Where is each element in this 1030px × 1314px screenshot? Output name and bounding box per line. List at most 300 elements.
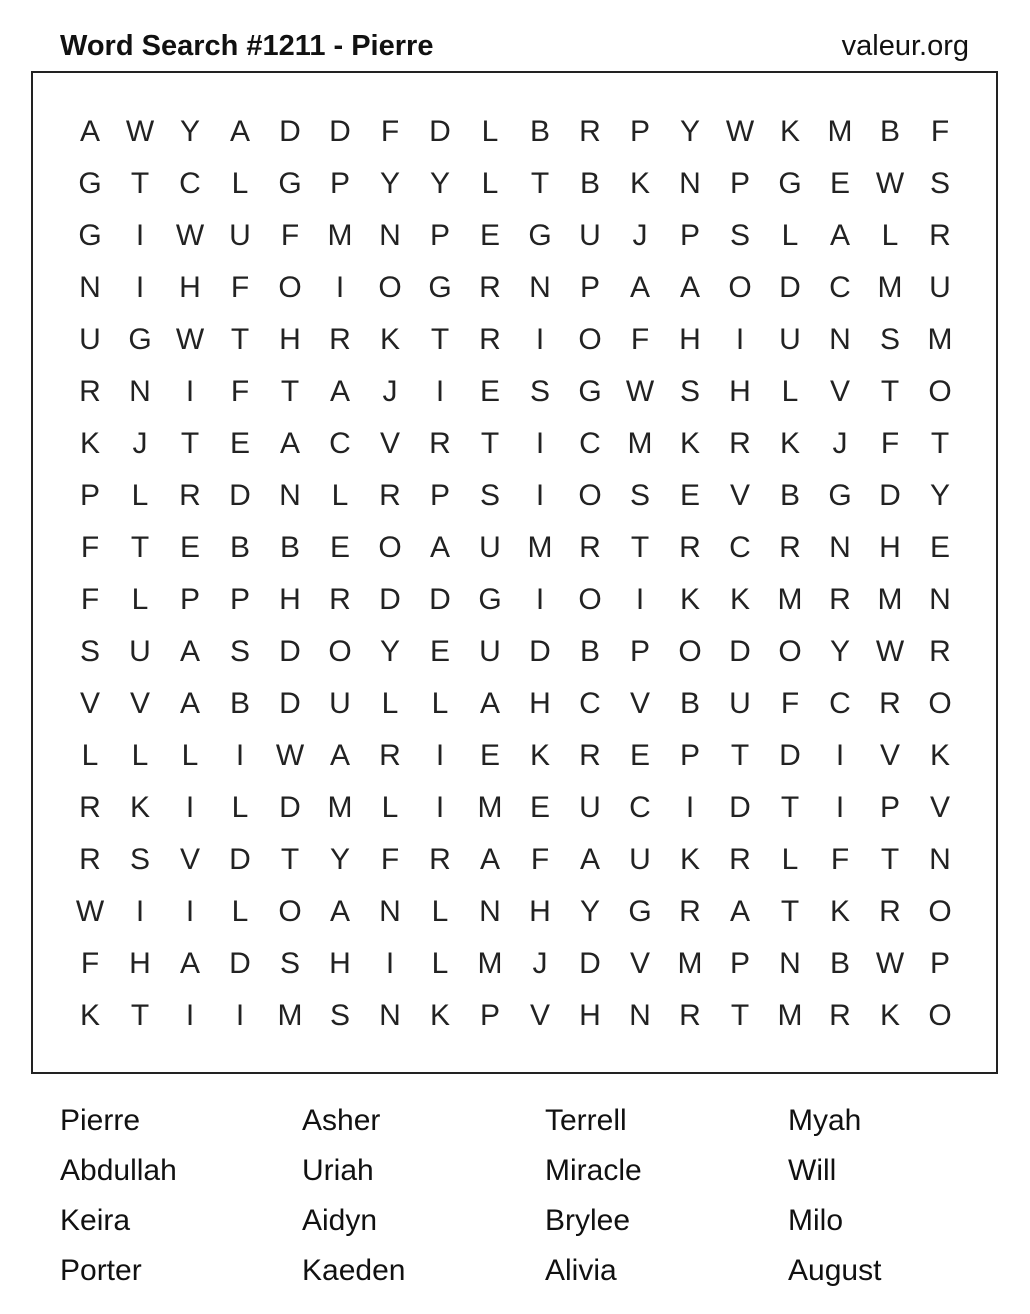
grid-letter: N [829,531,851,564]
grid-letter: T [780,895,800,928]
word-list-item: Aidyn [302,1204,378,1237]
grid-letter: T [880,843,900,876]
grid-letter: U [479,531,501,564]
grid-letter: O [278,895,302,928]
grid-letter: F [780,687,800,720]
grid-letter: N [79,271,101,304]
word-list-item: Brylee [545,1204,631,1237]
grid-letter: Y [379,635,400,668]
grid-letter: K [729,583,750,616]
grid-letter: W [875,635,905,668]
word-list-item: Uriah [302,1154,374,1187]
grid-letter: B [579,167,600,200]
grid-letter: L [431,687,449,720]
grid-letter: I [335,271,345,304]
grid-letter: F [280,219,300,252]
grid-letter: R [679,999,701,1032]
grid-letter: E [179,531,200,564]
grid-letter: C [829,687,851,720]
grid-letter: I [185,375,195,408]
grid-letter: L [431,947,449,980]
grid-letter: I [735,323,745,356]
grid-letter: G [628,895,652,928]
grid-letter: L [131,739,149,772]
grid-letter: D [879,479,901,512]
grid-letter: R [579,115,601,148]
grid-letter: F [530,843,550,876]
grid-letter: J [832,427,848,460]
grid-letter: L [781,843,799,876]
grid-letter: L [181,739,199,772]
grid-letter: D [279,791,301,824]
grid-letter: R [429,427,451,460]
grid-letter: T [530,167,550,200]
grid-letter: B [579,635,600,668]
grid-letter: L [131,583,149,616]
grid-letter: I [535,323,545,356]
grid-letter: S [729,219,750,252]
grid-letter: L [481,115,499,148]
grid-letter: B [779,479,800,512]
grid-letter: V [179,843,200,876]
grid-letter: L [331,479,349,512]
grid-letter: D [279,635,301,668]
grid-letter: D [529,635,551,668]
grid-letter: U [579,219,601,252]
grid-letter: U [729,687,751,720]
grid-letter: O [378,531,402,564]
grid-letter: G [828,479,852,512]
grid-letter: A [479,687,500,720]
grid-letter: Y [579,895,600,928]
word-list [60,1096,1020,1306]
grid-letter: K [429,999,450,1032]
grid-letter: K [79,999,100,1032]
grid-letter: B [879,115,900,148]
grid-letter: P [879,791,900,824]
grid-letter: R [579,739,601,772]
grid-letter: W [75,895,105,928]
grid-letter: V [929,791,950,824]
grid-letter: I [535,583,545,616]
grid-letter: D [579,947,601,980]
grid-letter: J [132,427,148,460]
grid-letter: N [529,271,551,304]
grid-letter: B [229,531,250,564]
grid-letter: S [129,843,150,876]
word-list-item: Kaeden [302,1254,406,1287]
grid-letter: L [881,219,899,252]
grid-letter: O [928,895,952,928]
grid-letter: F [80,531,100,564]
grid-letter: U [329,687,351,720]
grid-letter: L [231,167,249,200]
grid-letter: A [679,271,700,304]
grid-letter: I [535,427,545,460]
grid-letter: H [529,687,551,720]
grid-letter: D [229,479,251,512]
grid-letter: E [479,375,500,408]
grid-letter: L [231,791,249,824]
grid-letter: R [479,323,501,356]
grid-letter: P [729,947,750,980]
grid-letter: O [578,323,602,356]
site-name: valeur.org [841,30,969,62]
grid-letter: D [429,583,451,616]
grid-letter: O [928,999,952,1032]
word-list-item: Keira [60,1204,131,1237]
grid-letter: S [629,479,650,512]
grid-letter: T [730,999,750,1032]
word-list-item: Pierre [60,1104,141,1137]
grid-letter: I [135,271,145,304]
grid-letter: O [678,635,702,668]
grid-letter: P [679,739,700,772]
grid-letter: E [329,531,350,564]
grid-letter: I [535,479,545,512]
grid-letter: C [829,271,851,304]
grid-letter: E [929,531,950,564]
grid-letter: P [679,219,700,252]
grid-letter: I [135,895,145,928]
grid-letter: H [129,947,151,980]
grid-letter: D [429,115,451,148]
grid-letter: N [779,947,801,980]
grid-letter: S [79,635,100,668]
grid-letter: G [428,271,452,304]
grid-letter: I [435,739,445,772]
grid-letter: R [929,219,951,252]
grid-letter: N [929,843,951,876]
grid-letter: H [179,271,201,304]
grid-letter: C [579,427,601,460]
word-list-item: Abdullah [60,1154,177,1187]
grid-letter: C [729,531,751,564]
grid-letter: T [130,167,150,200]
grid-letter: U [229,219,251,252]
grid-letter: F [380,843,400,876]
grid-letter: I [685,791,695,824]
grid-letter: N [379,219,401,252]
grid-letter: M [777,999,803,1032]
grid-letter: C [179,167,201,200]
grid-letter: R [879,895,901,928]
word-list-item: Myah [788,1104,862,1137]
grid-letter: U [129,635,151,668]
grid-letter: Y [329,843,350,876]
grid-letter: P [479,999,500,1032]
grid-letter: W [275,739,305,772]
grid-letter: D [729,635,751,668]
grid-letter: D [229,947,251,980]
grid-letter: T [780,791,800,824]
grid-letter: K [879,999,900,1032]
grid-letter: E [529,791,550,824]
grid-letter: A [179,947,200,980]
grid-letter: R [929,635,951,668]
grid-letter: E [629,739,650,772]
grid-letter: Y [429,167,450,200]
grid-letter: A [429,531,450,564]
grid-letter: A [79,115,100,148]
grid-letter: D [779,739,801,772]
grid-letter: R [729,843,751,876]
grid-letter: M [677,947,703,980]
grid-letter: I [385,947,395,980]
grid-letter: V [529,999,550,1032]
grid-letter: K [679,427,700,460]
grid-letter: P [929,947,950,980]
grid-letter: D [229,843,251,876]
grid-letter: T [730,739,750,772]
grid-letter: G [478,583,502,616]
word-list-item: Porter [60,1254,142,1287]
grid-letter: O [578,479,602,512]
grid-letter: W [175,219,205,252]
grid-letter: R [429,843,451,876]
grid-letter: P [629,115,650,148]
grid-letter: W [875,167,905,200]
grid-letter: L [131,479,149,512]
grid-letter: N [129,375,151,408]
grid-letter: Y [929,479,950,512]
grid-letter: F [80,583,100,616]
grid-letter: V [629,947,650,980]
grid-letter: S [329,999,350,1032]
grid-letter: M [477,791,503,824]
grid-letter: H [529,895,551,928]
grid-letter: P [179,583,200,616]
grid-letter: L [231,895,249,928]
grid-letter: A [579,843,600,876]
grid-letter: S [879,323,900,356]
grid-letter: D [379,583,401,616]
grid-letter: O [778,635,802,668]
grid-letter: A [329,375,350,408]
grid-letter: S [229,635,250,668]
grid-letter: M [477,947,503,980]
grid-letter: A [179,687,200,720]
grid-letter: N [829,323,851,356]
grid-letter: H [679,323,701,356]
grid-letter: G [528,219,552,252]
grid-letter: A [479,843,500,876]
grid-letter: S [529,375,550,408]
grid-letter: L [481,167,499,200]
grid-letter: R [829,583,851,616]
grid-letter: V [729,479,750,512]
grid-letter: K [529,739,550,772]
grid-letter: O [278,271,302,304]
grid-letter: R [379,739,401,772]
grid-letter: C [329,427,351,460]
grid-letter: G [128,323,152,356]
grid-letter: U [579,791,601,824]
grid-letter: R [779,531,801,564]
grid-letter: S [679,375,700,408]
grid-letter: F [930,115,950,148]
grid-letter: G [78,219,102,252]
grid-letter: N [379,999,401,1032]
grid-letter: K [779,115,800,148]
grid-letter: O [378,271,402,304]
grid-letter: E [679,479,700,512]
grid-letter: P [229,583,250,616]
grid-letter: N [479,895,501,928]
grid-letter: H [279,323,301,356]
grid-letter: F [880,427,900,460]
grid-letter: I [185,999,195,1032]
word-list-item: Will [788,1154,837,1187]
grid-letter: K [79,427,100,460]
grid-letter: P [729,167,750,200]
grid-letter: R [579,531,601,564]
grid-letter: P [429,479,450,512]
word-list-item: Asher [302,1104,381,1137]
grid-letter: N [679,167,701,200]
grid-letter: R [729,427,751,460]
grid-letter: A [329,895,350,928]
grid-letter: J [382,375,398,408]
grid-letter: R [79,791,101,824]
grid-letter: W [725,115,755,148]
grid-letter: J [632,219,648,252]
grid-letter: R [79,843,101,876]
grid-letter: I [835,791,845,824]
grid-letter: B [529,115,550,148]
grid-letter: V [629,687,650,720]
grid-letter: K [829,895,850,928]
grid-letter: S [929,167,950,200]
grid-letter: T [630,531,650,564]
grid-letter: K [679,843,700,876]
grid-letter: M [927,323,953,356]
grid-letter: L [781,219,799,252]
grid-letter: T [180,427,200,460]
grid-letter: G [78,167,102,200]
grid-letter: G [578,375,602,408]
grid-letter: V [879,739,900,772]
grid-letter: U [779,323,801,356]
grid-letter: O [728,271,752,304]
grid-letter: L [431,895,449,928]
grid-letter: R [179,479,201,512]
grid-letter: D [279,115,301,148]
grid-letter: M [877,271,903,304]
grid-letter: D [779,271,801,304]
grid-letter: M [327,791,353,824]
grid-letter: L [381,791,399,824]
grid-letter: I [185,895,195,928]
grid-letter: O [578,583,602,616]
grid-letter: T [880,375,900,408]
grid-letter: T [930,427,950,460]
puzzle-title: Word Search #1211 - Pierre [60,30,434,62]
grid-letter: W [875,947,905,980]
grid-letter: M [527,531,553,564]
grid-letter: I [135,219,145,252]
grid-letter: I [435,375,445,408]
grid-letter: C [629,791,651,824]
grid-letter: U [79,323,101,356]
grid-letter: M [877,583,903,616]
grid-letter: N [379,895,401,928]
grid-letter: B [679,687,700,720]
grid-letter: V [829,375,850,408]
grid-letter: P [79,479,100,512]
grid-letter: Y [379,167,400,200]
grid-letter: D [329,115,351,148]
grid-letter: K [129,791,150,824]
grid-letter: T [280,843,300,876]
grid-letter: I [835,739,845,772]
grid-letter: H [579,999,601,1032]
grid-letter: E [229,427,250,460]
grid-letter: T [280,375,300,408]
grid-letter: L [781,375,799,408]
grid-letter: T [230,323,250,356]
grid-letter: E [829,167,850,200]
grid-letter: A [329,739,350,772]
grid-letter: U [929,271,951,304]
grid-letter: T [130,999,150,1032]
grid-letter: R [879,687,901,720]
grid-letter: T [130,531,150,564]
grid-letter: Y [179,115,200,148]
grid-letter: S [479,479,500,512]
grid-letter: H [329,947,351,980]
grid-letter: K [679,583,700,616]
grid-letter: R [79,375,101,408]
grid-letter: F [830,843,850,876]
grid-letter: N [929,583,951,616]
grid-letter: V [79,687,100,720]
grid-letter: R [379,479,401,512]
grid-letter: L [381,687,399,720]
grid-letter: F [80,947,100,980]
grid-letter: W [175,323,205,356]
grid-letter: B [829,947,850,980]
grid-letter: M [827,115,853,148]
grid-letter: W [125,115,155,148]
grid-letter: F [380,115,400,148]
grid-letter: F [630,323,650,356]
grid-letter: F [230,375,250,408]
letter-grid-frame [31,71,998,1074]
grid-letter: I [235,999,245,1032]
grid-letter: I [635,583,645,616]
grid-letter: V [379,427,400,460]
word-list-item: Miracle [545,1154,642,1187]
grid-letter: M [627,427,653,460]
grid-letter: K [779,427,800,460]
grid-letter: E [479,739,500,772]
grid-letter: G [278,167,302,200]
grid-letter: Y [679,115,700,148]
grid-letter: U [479,635,501,668]
grid-letter: H [279,583,301,616]
grid-letter: H [879,531,901,564]
grid-letter: A [279,427,300,460]
grid-letter: S [279,947,300,980]
grid-letter: Y [829,635,850,668]
grid-letter: F [230,271,250,304]
grid-letter: E [429,635,450,668]
grid-letter: I [435,791,445,824]
grid-letter: P [629,635,650,668]
grid-letter: N [629,999,651,1032]
grid-letter: I [185,791,195,824]
